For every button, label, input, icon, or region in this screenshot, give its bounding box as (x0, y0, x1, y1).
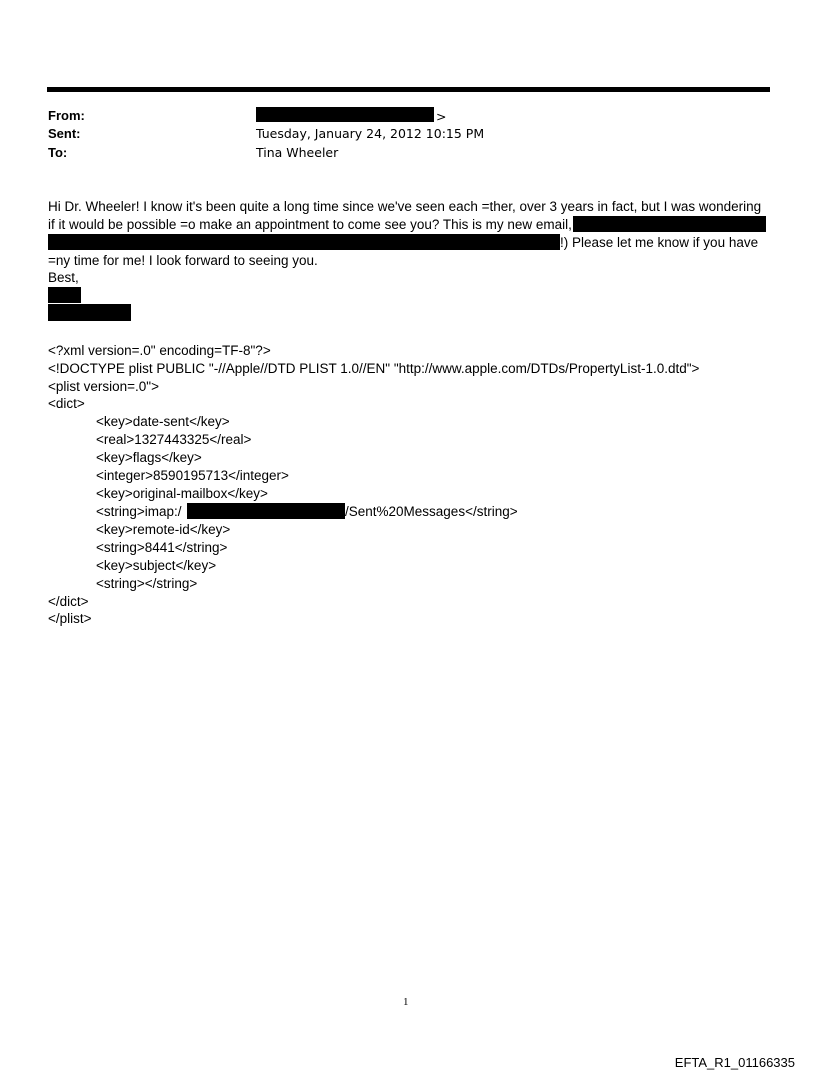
to-label: To: (48, 145, 68, 160)
from-label: From: (48, 108, 85, 123)
plist-value-remote-id: <string>8441</string> (96, 540, 228, 555)
plist-value-subject: <string></string> (96, 576, 198, 591)
plist-key-flags: <key>flags</key> (96, 450, 202, 465)
plist-close: </plist> (48, 611, 92, 626)
plist-value-date-sent: <real>1327443325</real> (96, 432, 252, 447)
redacted-signature-1 (48, 287, 81, 303)
plist-value-flags: <integer>8590195713</integer> (96, 468, 289, 483)
plist-xml-decl: <?xml version=.0" encoding=TF-8"?> (48, 343, 271, 358)
redacted-sender (256, 107, 434, 122)
plist-key-original-mailbox: <key>original-mailbox</key> (96, 486, 268, 501)
from-value-suffix: > (436, 109, 447, 124)
to-value: Tina Wheeler (256, 145, 339, 160)
body-line-1: Hi Dr. Wheeler! I know it's been quite a long time since we've seen each =ther, over 3 years in fact, but I was wondering (48, 199, 762, 214)
plist-dict-open: <dict> (48, 396, 85, 411)
plist-doctype: <!DOCTYPE plist PUBLIC "-//Apple//DTD PLIST 1.0//EN" "http://www.apple.com/DTDs/PropertyList-1.0.dtd"> (48, 361, 700, 376)
body-line-3: !) Please let me know if you have (560, 235, 759, 250)
redacted-email (573, 216, 766, 232)
body-closing: Best, (48, 270, 79, 285)
header-rule (47, 87, 770, 92)
plist-key-subject: <key>subject</key> (96, 558, 217, 573)
body-line-2: if it would be possible =o make an appointment to come see you? This is my new email, (48, 217, 572, 232)
page-number: 1 (403, 996, 409, 1008)
sent-value: Tuesday, January 24, 2012 10:15 PM (256, 126, 485, 141)
document-id: EFTA_R1_01166335 (674, 1055, 795, 1070)
redacted-text (48, 234, 560, 250)
plist-dict-close: </dict> (48, 594, 89, 609)
sent-label: Sent: (48, 126, 81, 141)
plist-open: <plist version=.0"> (48, 379, 159, 394)
plist-key-remote-id: <key>remote-id</key> (96, 522, 231, 537)
body-line-4: =ny time for me! I look forward to seeing you. (48, 253, 318, 268)
plist-key-date-sent: <key>date-sent</key> (96, 414, 230, 429)
plist-value-mailbox-head: <string>imap:/ (96, 504, 182, 519)
plist-value-mailbox-tail: /Sent%20Messages</string> (345, 504, 518, 519)
redacted-mailbox (187, 503, 345, 519)
redacted-signature-2 (48, 304, 131, 321)
